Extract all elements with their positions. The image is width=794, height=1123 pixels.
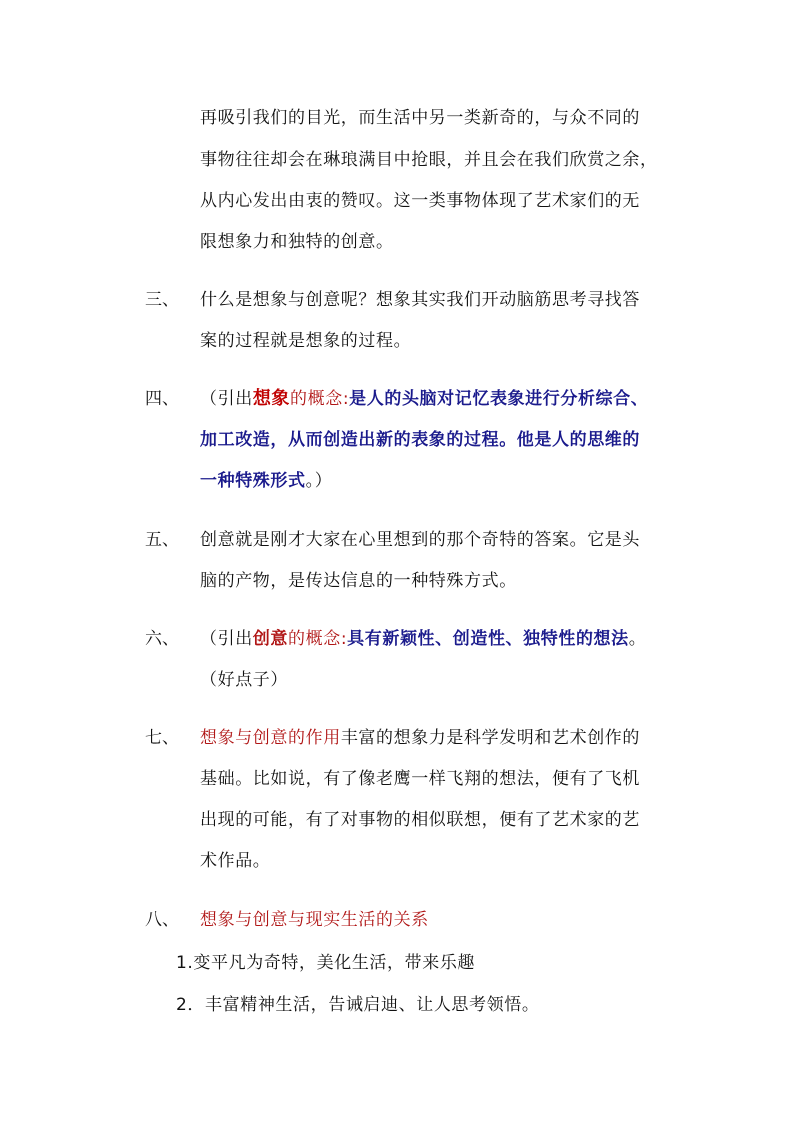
intro-line-3: 从内心发出由衷的赞叹。这一类事物体现了艺术家们的无 (200, 191, 640, 211)
sub-item-2: 2．丰富精神生活，告诫启迪、让人思考领悟。 (176, 995, 540, 1015)
item-number-8: 八、 (145, 910, 179, 930)
item-5-line-2: 脑的产物，是传达信息的一种特殊方式。 (200, 571, 517, 591)
item-5-line-1: 创意就是刚才大家在心里想到的那个奇特的答案。它是头 (200, 530, 640, 550)
item-6-open: （引出 (200, 629, 253, 649)
term-imagination: 想象 (252, 388, 291, 409)
item-6-end: 。 (628, 629, 647, 649)
item-number-5: 五、 (145, 530, 179, 550)
item-number-6: 六、 (145, 629, 179, 649)
intro-line-4: 限想象力和独特的创意。 (200, 232, 394, 252)
item-3-line-1: 什么是想象与创意呢？想象其实我们开动脑筋思考寻找答 (200, 290, 640, 310)
item-7-line-2: 基础。比如说，有了像老鹰一样飞翔的想法，便有了飞机 (200, 769, 640, 789)
item-7-line-1 (200, 726, 640, 750)
item-3-line-2: 案的过程就是想象的过程。 (200, 331, 412, 351)
intro-line-1: 再吸引我们的目光，而生活中另一类新奇的，与众不同的 (200, 108, 640, 128)
item-7-line-4: 术作品。 (200, 851, 271, 871)
term-creativity: 创意 (252, 629, 289, 649)
item-4-open: （引出 (200, 389, 253, 409)
definition-text: 是人的头脑对记忆表象进行分析综合、 (349, 389, 649, 409)
item-4-line-2: 加工改造，从而创造出新的表象的过程。他是人的思维的 (200, 430, 640, 450)
intro-line-2: 事物往往却会在琳琅满目中抢眼，并且会在我们欣赏之余， (200, 150, 658, 170)
item-6-line-2: （好点子） (200, 670, 288, 690)
definition-text: 具有新颖性、创造性、独特性的想法 (347, 629, 629, 649)
sub-item-1: 1.变平凡为奇特，美化生活，带来乐趣 (176, 953, 476, 973)
concept-label: 的概念: (288, 629, 348, 649)
item-4-line-3 (200, 469, 332, 493)
item-number-3: 三、 (145, 290, 179, 310)
item-7-rest: 丰富的想象力是科学发明和艺术创作的 (340, 728, 641, 748)
definition-text: 一种特殊形式 (200, 471, 306, 491)
section-heading: 想象与创意与现实生活的关系 (200, 910, 429, 930)
item-7-line-3: 出现的可能，有了对事物的相似联想，便有了艺术家的艺 (200, 810, 640, 830)
section-heading: 想象与创意的作用 (200, 728, 341, 748)
concept-label: 的概念: (290, 389, 350, 409)
item-6-line-1 (200, 627, 646, 651)
item-number-4: 四、 (145, 389, 179, 409)
item-4-close: 。） (305, 471, 333, 491)
item-number-7: 七、 (145, 728, 179, 748)
item-4-line-1 (200, 387, 648, 411)
